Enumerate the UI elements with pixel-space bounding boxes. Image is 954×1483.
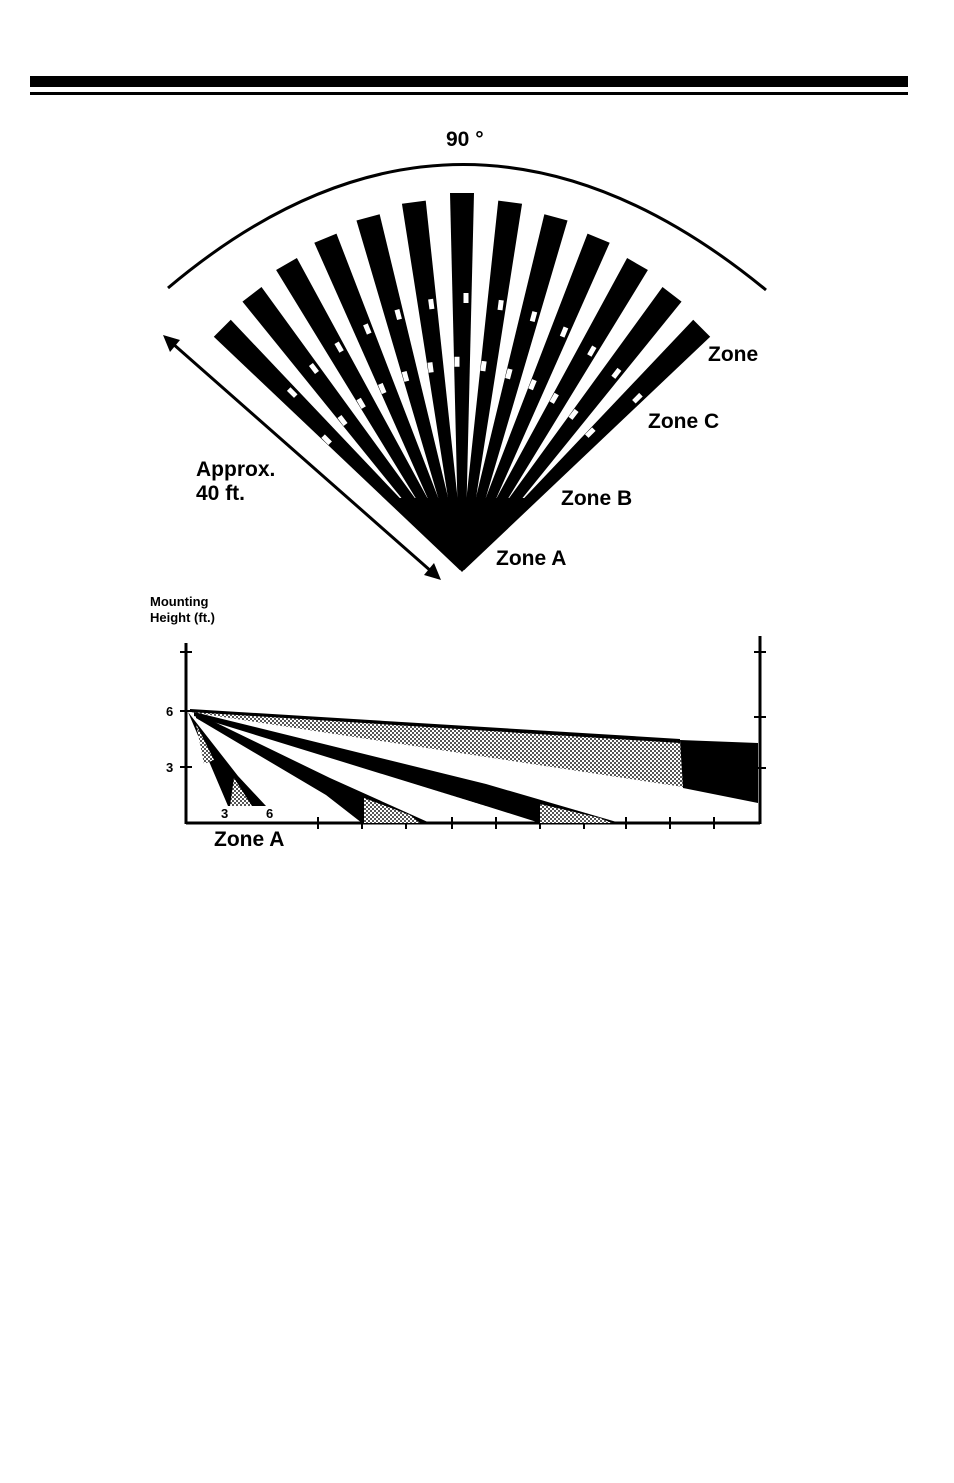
zone-label-b: Zone B [561, 487, 633, 510]
beam-b-end-shade [364, 798, 420, 823]
side-ylabel-line2: Height (ft.) [150, 610, 215, 625]
angle-label: 90 ° [446, 128, 484, 151]
beam-far-dark [680, 740, 758, 803]
side-zone-a-label: Zone A [214, 828, 285, 851]
distance-label-line2: 40 ft. [196, 482, 246, 505]
side-beams [188, 709, 758, 823]
fan-beams [214, 193, 710, 572]
fan-zone-gap [464, 293, 469, 303]
side-ylabel-line1: Mounting [150, 594, 209, 609]
side-xtick-6: 6 [266, 806, 274, 821]
beam-c-end-shade [540, 804, 612, 823]
distance-label-line1: Approx. [196, 458, 276, 481]
zone-label-a: Zone A [496, 547, 567, 570]
fan-zone-gap [455, 357, 460, 367]
side-ytick-6: 6 [166, 704, 174, 719]
zone-label-c: Zone C [648, 410, 720, 433]
zone-label-far: Zone [708, 343, 759, 366]
side-ytick-3: 3 [166, 760, 174, 775]
side-xtick-3: 3 [221, 806, 229, 821]
